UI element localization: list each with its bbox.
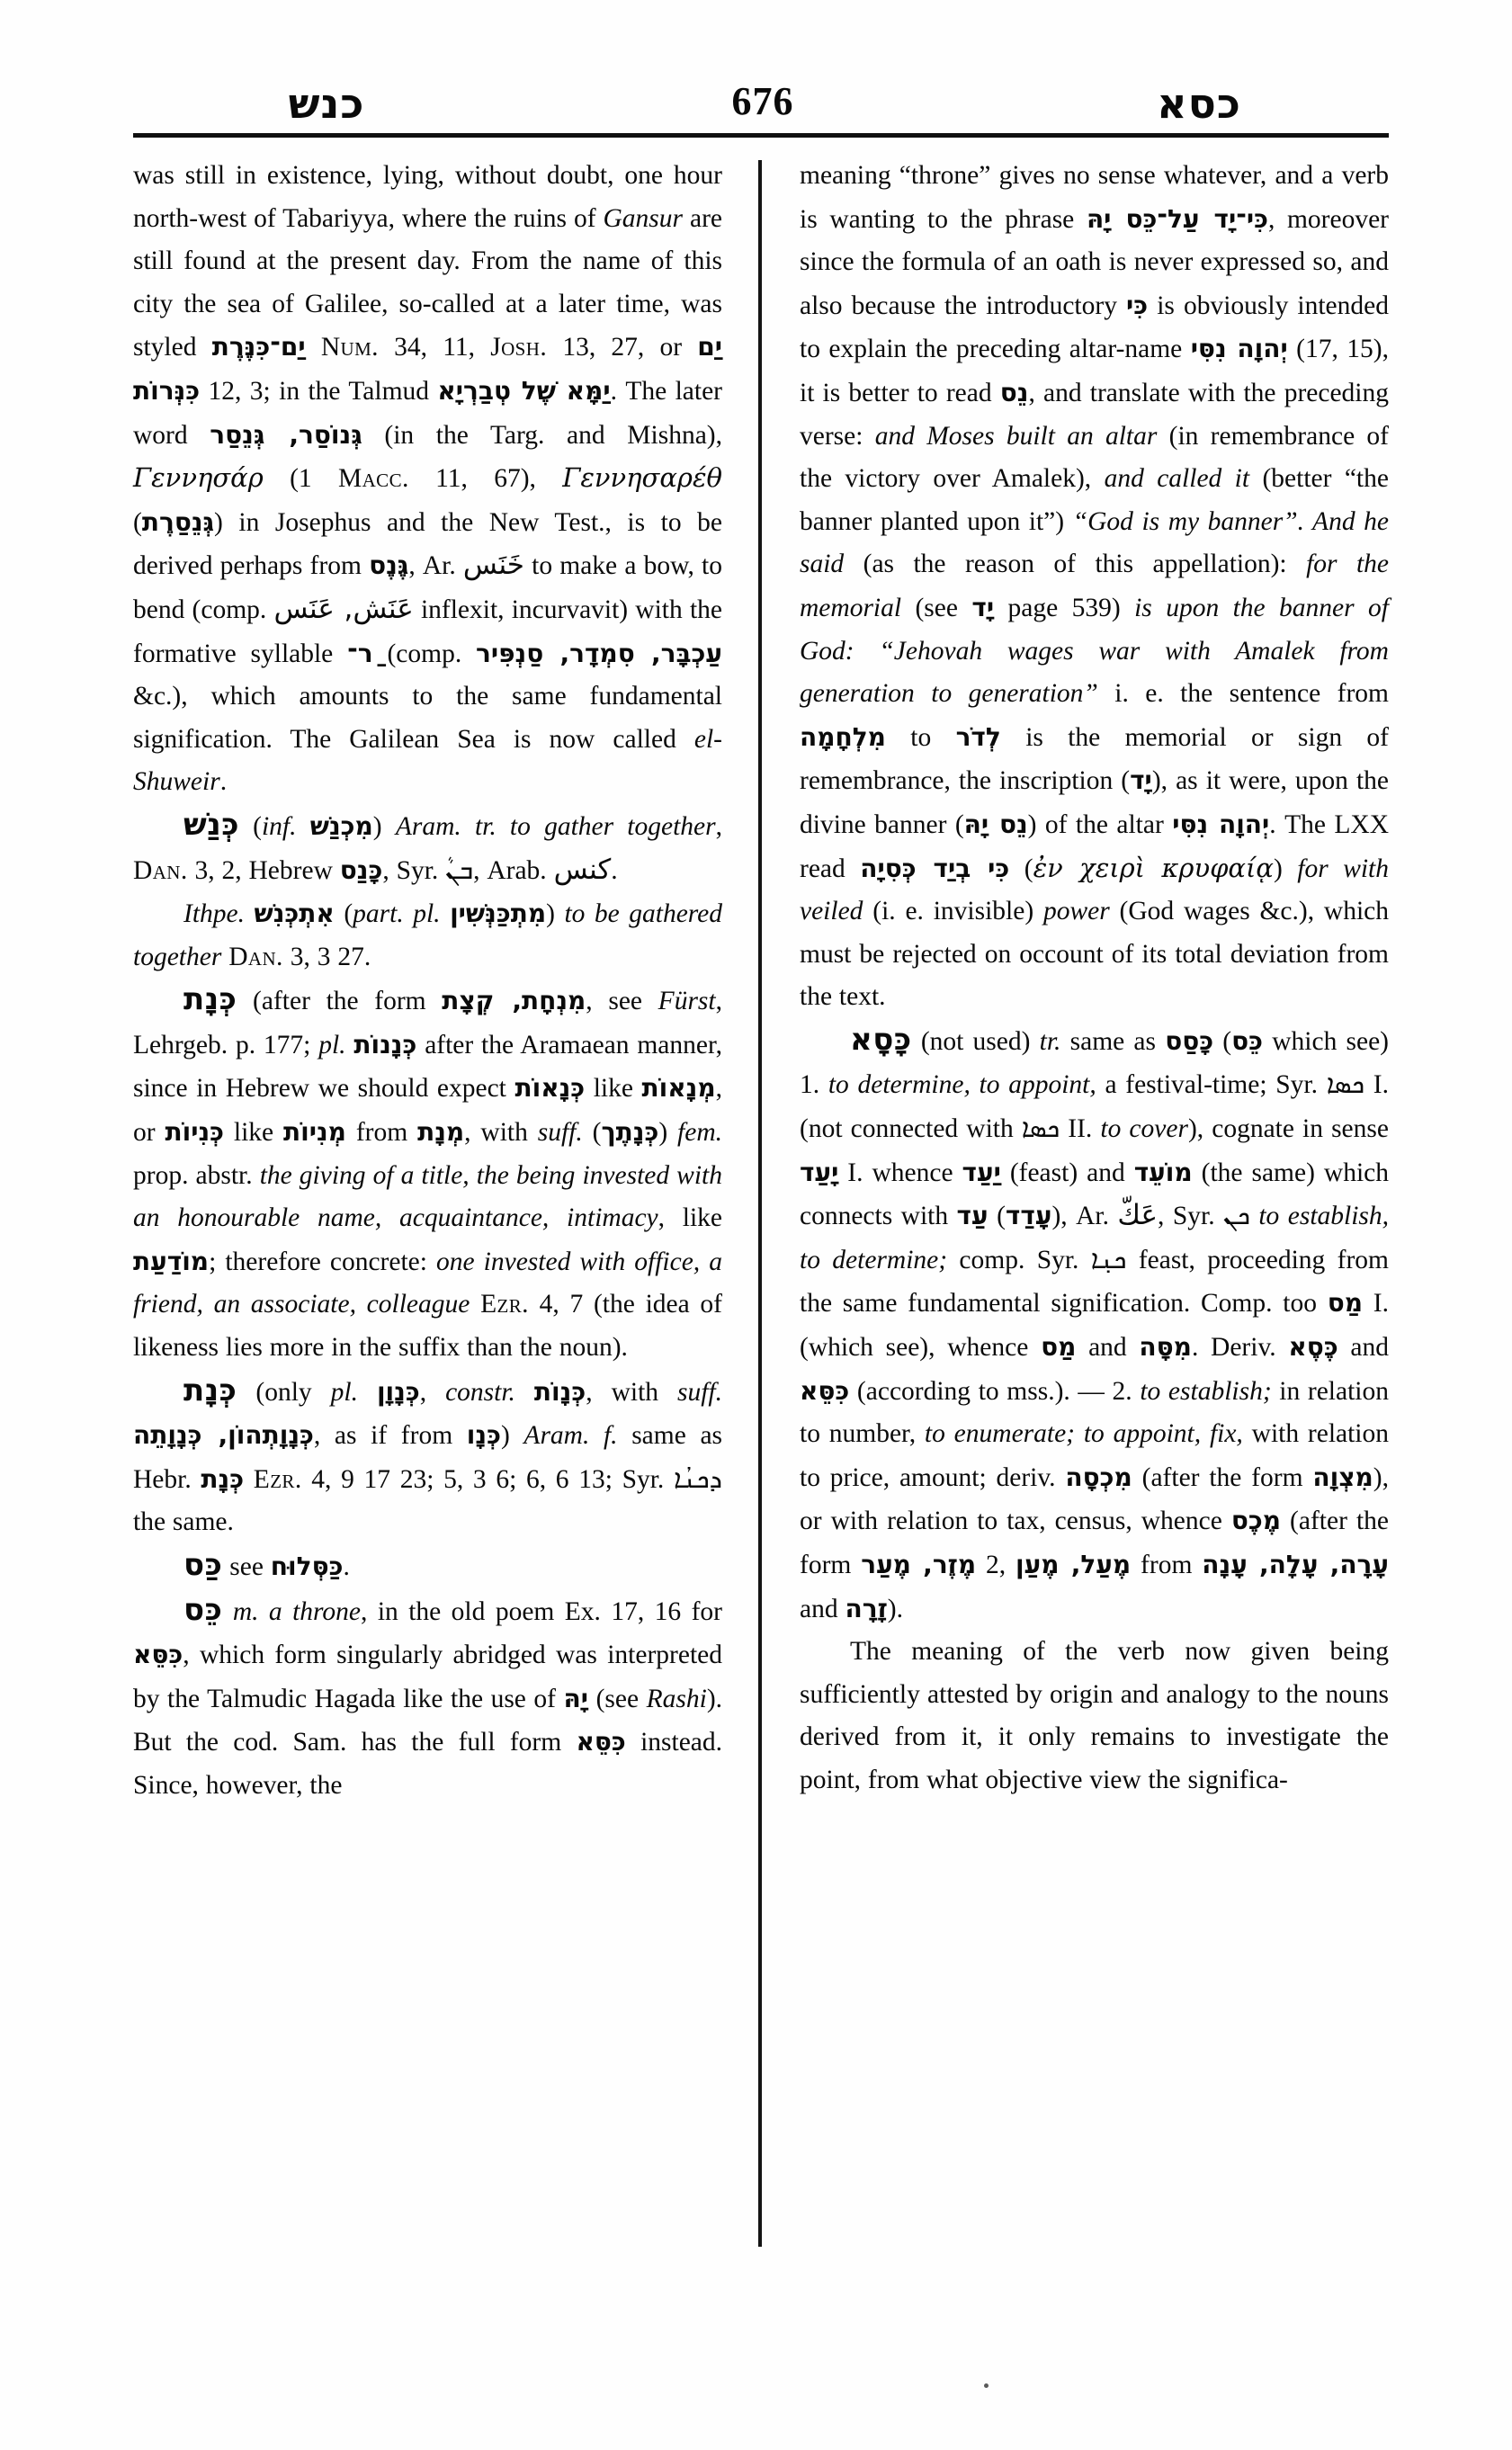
running-head-right-lemma: כסא bbox=[1157, 79, 1241, 128]
body-text: same as Hebr. bbox=[133, 1421, 723, 1494]
body-text: I. (not connected with bbox=[800, 1070, 1390, 1144]
body-text: ), as it were, upon the divine banner ( bbox=[800, 766, 1389, 839]
hebrew-word: ַר־ bbox=[347, 638, 373, 668]
hebrew-word: נֵס bbox=[999, 377, 1029, 407]
body-text: with relation to price, amount; deriv. bbox=[800, 1419, 1390, 1492]
body-text: (after the form bbox=[1132, 1462, 1313, 1492]
column-right bbox=[800, 155, 1389, 2340]
body-text: 4, 9 17 23; 5, 3 6; 6, 6 13; Syr. bbox=[301, 1464, 674, 1494]
entry-paragraph-kenash bbox=[133, 804, 722, 892]
syriac-word: ܟܣܐ bbox=[1326, 1069, 1365, 1100]
entry-paragraph-kenash-ithpe bbox=[133, 892, 722, 979]
body-text: , in the old poem Ex. 17, 16 for bbox=[361, 1596, 722, 1626]
body-text: , Ar. bbox=[408, 551, 463, 581]
body-text bbox=[306, 333, 321, 362]
hebrew-word: כְּנָתֶך bbox=[601, 1117, 659, 1148]
gloss-text: to determine, to appoint, bbox=[828, 1070, 1096, 1100]
body-text: , bbox=[715, 811, 722, 841]
hebrew-word: מְנָאוֹת bbox=[641, 1073, 716, 1104]
body-text: 3, 2, Hebrew bbox=[187, 855, 340, 885]
hebrew-word: יָעַד bbox=[800, 1157, 839, 1187]
hebrew-word: יְהוָה נִסִּי bbox=[1190, 334, 1288, 364]
hebrew-word: כֶּסֶא bbox=[1288, 1332, 1338, 1363]
body-text bbox=[221, 943, 228, 971]
body-text: (not used) bbox=[911, 1026, 1040, 1056]
body-text: (better “the banner planted upon it”) bbox=[800, 464, 1389, 536]
body-text: (i. e. invisible) bbox=[863, 897, 1043, 926]
gloss-text: Fürst bbox=[658, 987, 716, 1016]
syriac-word: ܒܢܵ bbox=[445, 854, 474, 885]
hebrew-word: מִכְנַשׁ bbox=[309, 810, 373, 841]
gloss-text: for the memorial bbox=[800, 550, 1389, 622]
entry-lemma: כְּנַשׁ bbox=[183, 806, 239, 843]
hebrew-word: מִנְחָת, קְצָת bbox=[442, 986, 586, 1016]
body-text: 3, 3 27. bbox=[282, 942, 371, 971]
gloss-text: constr. bbox=[445, 1377, 515, 1407]
body-text bbox=[1250, 1202, 1258, 1230]
column-divider-rule bbox=[758, 160, 762, 2247]
body-text: ) bbox=[1273, 854, 1298, 883]
body-text: (17, 15), it is better to read bbox=[800, 335, 1389, 407]
body-text: ) bbox=[372, 811, 396, 841]
gloss-text: part. pl. bbox=[353, 899, 441, 929]
gloss-text: fem. bbox=[677, 1118, 723, 1148]
body-text: meaning “throne” gives no sense whatever, and a verb is wanting to the phrase bbox=[800, 161, 1389, 234]
hebrew-word: נֵס יָהּ bbox=[963, 809, 1028, 839]
body-text: 11, 67), bbox=[408, 464, 563, 494]
body-text: ; therefore concrete: bbox=[209, 1247, 437, 1276]
body-text: see bbox=[222, 1552, 271, 1581]
hebrew-word: כִּי bbox=[1126, 290, 1149, 320]
body-text: ( bbox=[1213, 1026, 1232, 1056]
arabic-word: كنس bbox=[553, 853, 612, 886]
scripture-reference: Dan. bbox=[228, 942, 283, 971]
body-text: (after the form bbox=[800, 1507, 1389, 1579]
gloss-text: to establish, to determine; bbox=[800, 1202, 1390, 1274]
body-text: , as if from bbox=[313, 1421, 467, 1451]
body-text: from bbox=[1131, 1551, 1203, 1579]
body-text: i. e. the sentence from bbox=[1097, 679, 1389, 709]
body-text: . The LXX read bbox=[800, 809, 1390, 883]
column-left bbox=[133, 155, 722, 2340]
body-text: , or bbox=[133, 1074, 722, 1148]
body-text: ) bbox=[500, 1421, 524, 1451]
body-text: instead. Since, however, the bbox=[133, 1728, 723, 1800]
body-text: (feast) and bbox=[1000, 1158, 1134, 1187]
body-text: to make a bow, to bend (comp. bbox=[133, 551, 722, 624]
hebrew-word: כְּנִיוֹת bbox=[165, 1117, 224, 1148]
body-text: , Lehrgeb. p. 177; bbox=[133, 987, 722, 1060]
hebrew-word: גְּנֵסַרֶת bbox=[141, 506, 215, 537]
gloss-text: Rashi bbox=[646, 1684, 707, 1713]
scripture-reference: Num. bbox=[320, 333, 379, 362]
hebrew-word: כֵּס bbox=[1231, 1025, 1264, 1056]
hebrew-word: מִתְכַּנְּשִׁין bbox=[450, 899, 547, 929]
body-text: is obviously intended to explain the preceding altar-name bbox=[800, 291, 1389, 364]
body-text: is the memorial or sign of remembrance, the inscription ( bbox=[800, 722, 1389, 796]
body-text: (only bbox=[237, 1377, 331, 1407]
body-text: , Syr. bbox=[1158, 1202, 1224, 1231]
entry-lemma: כֵּס bbox=[183, 1591, 223, 1628]
entry-lemma: כַּס bbox=[183, 1547, 223, 1583]
scripture-reference: Josh. bbox=[490, 333, 548, 362]
body-text: ( bbox=[334, 899, 353, 929]
body-text: , with bbox=[464, 1118, 538, 1148]
body-text: and bbox=[1338, 1333, 1390, 1363]
greek-word: ἐν χειρὶ κρυφαίᾳ bbox=[1033, 852, 1274, 883]
hebrew-word: יָד bbox=[971, 592, 995, 622]
hebrew-word: מַס bbox=[1327, 1288, 1364, 1319]
arabic-word: عَكّ bbox=[1117, 1199, 1159, 1232]
gloss-text: to establish; bbox=[1140, 1376, 1272, 1406]
gloss-text: to enumerate; to appoint, fix, bbox=[924, 1419, 1243, 1449]
entry-lemma: כָּסָא bbox=[850, 1021, 912, 1058]
body-text: ), or with relation to tax, census, whence bbox=[800, 1462, 1389, 1536]
body-text: . The later word bbox=[133, 376, 722, 450]
body-text: was still in existence, lying, without doubt, one hour north-west of Tabariyya, where the ruins of bbox=[133, 161, 722, 233]
body-text: ( bbox=[1009, 854, 1033, 883]
body-text: a festival-time; Syr. bbox=[1096, 1070, 1327, 1100]
hebrew-word: מוֹעֵד bbox=[1133, 1157, 1193, 1187]
hebrew-word: יַם כִּנְּרוֹת bbox=[133, 332, 723, 406]
gloss-text: el-Shuweir bbox=[133, 724, 722, 797]
entry-paragraph-closing bbox=[800, 1631, 1389, 1802]
entry-paragraph-kas-see bbox=[133, 1544, 722, 1589]
scripture-reference: Ezr. bbox=[253, 1464, 302, 1494]
body-text: 12, 3; in the Talmud bbox=[200, 376, 438, 406]
page-speck bbox=[984, 2383, 989, 2388]
body-text bbox=[470, 1290, 480, 1319]
gloss-text: one invested with office, a friend, an associate, colleague bbox=[133, 1247, 722, 1319]
body-text: . bbox=[219, 767, 228, 797]
hebrew-word: מְנִיוֹת bbox=[283, 1117, 346, 1148]
body-text: (see bbox=[588, 1684, 647, 1713]
body-text: (according to mss.). — 2. bbox=[849, 1376, 1141, 1406]
hebrew-word: כִּי בְיַד כְּסִיָה bbox=[860, 853, 1010, 883]
body-text: 2, bbox=[976, 1551, 1016, 1579]
body-text bbox=[441, 899, 451, 928]
body-text: ( bbox=[582, 1118, 602, 1148]
hebrew-word: מֶעַל, מֶעַן bbox=[1015, 1550, 1132, 1579]
hebrew-word: לְדֹר bbox=[955, 721, 1001, 752]
body-text: , like bbox=[658, 1203, 722, 1233]
greek-word: Γεννησάρ bbox=[133, 462, 264, 494]
body-text: from bbox=[345, 1118, 418, 1148]
hebrew-word: כַּסְּלוּח bbox=[270, 1551, 344, 1581]
body-text: prop. abstr. bbox=[133, 1160, 260, 1190]
hebrew-word: יַם־כִּנֶּרֶת bbox=[211, 332, 306, 362]
syriac-word: ܟܢ bbox=[1223, 1200, 1250, 1231]
gloss-text: Aram. f. bbox=[523, 1421, 618, 1451]
entry-lemma: כְּנָת bbox=[183, 981, 237, 1018]
body-text: , bbox=[419, 1377, 446, 1407]
hebrew-word: מַס bbox=[1041, 1332, 1077, 1363]
gloss-text: pl. bbox=[318, 1030, 346, 1060]
running-head-left-lemma: כנש bbox=[288, 79, 365, 128]
hebrew-word: מוֹדַעַת bbox=[133, 1246, 210, 1276]
gloss-text: m. a throne bbox=[232, 1596, 362, 1626]
scripture-reference: Macc. bbox=[337, 464, 409, 494]
gloss-text: power bbox=[1042, 897, 1110, 926]
hebrew-word: מֶזֶר, מֶעַר bbox=[861, 1550, 977, 1579]
body-text: , Syr. bbox=[382, 855, 446, 885]
hebrew-word: יְהוָה נִסִּי bbox=[1172, 809, 1270, 839]
body-text: ( bbox=[238, 811, 262, 841]
body-text: to bbox=[885, 722, 956, 752]
scripture-reference: Dan. bbox=[133, 855, 188, 885]
body-text: ). But the cod. Sam. has the full form bbox=[133, 1684, 723, 1757]
body-text: inflexit, incurvavit) with the formative syllable bbox=[133, 595, 722, 668]
gloss-text: suff. bbox=[677, 1377, 722, 1407]
body-text: , which form singularly abridged was interpreted by the Talmudic Hagada like the use of bbox=[133, 1641, 722, 1713]
hebrew-word: יָהּ bbox=[563, 1683, 589, 1713]
body-text bbox=[222, 1597, 232, 1626]
body-text: (God wages &c.), which must be rejected on occount of its total deviation from the text. bbox=[800, 897, 1390, 1012]
body-text: . Deriv. bbox=[1191, 1333, 1289, 1363]
body-text: 34, 11, bbox=[378, 333, 491, 362]
gloss-text: to be gathered together bbox=[133, 899, 723, 971]
entry-lemma: כְּנָת bbox=[183, 1372, 237, 1408]
body-text: ( bbox=[988, 1202, 1006, 1231]
hebrew-word: מִכְסָה bbox=[1065, 1462, 1132, 1492]
header-rule bbox=[133, 133, 1389, 138]
body-text: after the Aramaean manner, since in Hebrew we should expect bbox=[133, 1030, 722, 1104]
body-text: (in the Targ. and Mishna), bbox=[362, 420, 722, 450]
page-number: 676 bbox=[731, 79, 794, 123]
hebrew-word: עָדַד bbox=[1005, 1201, 1052, 1231]
gloss-text: pl. bbox=[330, 1377, 358, 1407]
body-text: (comp. bbox=[372, 639, 477, 668]
body-text: . bbox=[343, 1552, 350, 1581]
body-text: same as bbox=[1060, 1026, 1166, 1056]
syriac-word: ܟܢ݂ܐ bbox=[1090, 1243, 1127, 1274]
body-text: (1 bbox=[263, 464, 338, 494]
hebrew-word: כָּנַס bbox=[339, 854, 383, 885]
body-text bbox=[297, 812, 310, 841]
gloss-text: the giving of a title, the being invested with an honourable name, acquaintance, intimacy bbox=[133, 1160, 722, 1233]
body-text bbox=[245, 899, 255, 928]
hebrew-word: מִסָּה bbox=[1139, 1332, 1192, 1363]
body-text: , moreover since the formula of an oath is never expressed so, and also because the introductory bbox=[800, 204, 1390, 320]
gloss-text: to cover bbox=[1100, 1114, 1188, 1144]
body-text: ), cognate in sense bbox=[1187, 1114, 1389, 1144]
body-text: ) of the altar bbox=[1027, 809, 1173, 839]
gloss-text: for with veiled bbox=[800, 854, 1390, 926]
hebrew-word: כְּנָוָן bbox=[376, 1376, 420, 1407]
hebrew-word: עַד bbox=[956, 1201, 989, 1231]
body-text: ) bbox=[658, 1118, 678, 1148]
gloss-text: is upon the banner of God: “Jehovah wages war with Amalek from generation to generation” bbox=[800, 593, 1389, 709]
body-text: I. (which see), whence bbox=[800, 1289, 1389, 1363]
body-text bbox=[358, 1378, 377, 1407]
entry-paragraph-kasa bbox=[800, 1019, 1389, 1631]
body-text: page 539) bbox=[994, 593, 1135, 622]
body-text: , and translate with the preceding verse: bbox=[800, 378, 1389, 451]
entry-paragraph-kenath-1 bbox=[133, 979, 722, 1369]
hebrew-word: כְּנָת bbox=[201, 1463, 245, 1494]
gloss-text: inf. bbox=[261, 811, 297, 841]
body-text: ), Ar. bbox=[1051, 1202, 1118, 1231]
hebrew-word: כִּסֵּא bbox=[576, 1727, 626, 1757]
body-text: ) bbox=[546, 899, 565, 929]
gloss-text: Gansur bbox=[603, 203, 684, 233]
gloss-text: and called it bbox=[1104, 464, 1250, 494]
body-text: and bbox=[1076, 1333, 1140, 1363]
body-text: &c.), which amounts to the same fundamental signification. The Galilean Sea is now called bbox=[133, 682, 722, 754]
body-text: , Arab. bbox=[473, 855, 554, 885]
body-text: are still found at the present day. From the name of this city the sea of Galilee, so-called at a later time, was styled bbox=[133, 203, 722, 362]
body-text: . bbox=[611, 855, 618, 885]
hebrew-word: כְּנָאוֹת bbox=[514, 1073, 586, 1104]
gloss-text: and Moses built an altar bbox=[874, 421, 1158, 451]
body-text: (after the form bbox=[237, 987, 443, 1016]
hebrew-word: מֶכֶס bbox=[1230, 1506, 1282, 1536]
hebrew-word: יַמָּא שֶׁל טְבַרְיָא bbox=[437, 375, 611, 406]
entry-paragraph-kes-continued bbox=[800, 155, 1389, 1019]
syriac-word: ܟܣܐ bbox=[1021, 1113, 1060, 1144]
hebrew-word: זָרָה bbox=[845, 1593, 888, 1623]
body-text: ). bbox=[887, 1594, 903, 1623]
body-text: like bbox=[585, 1074, 642, 1104]
body-text: , see bbox=[586, 987, 658, 1016]
arabic-word: عَنَش, عَنَس bbox=[273, 592, 414, 625]
body-text: like bbox=[224, 1118, 284, 1148]
greek-word: Γεννησαρέθ bbox=[562, 462, 722, 494]
entry-paragraph-kes bbox=[133, 1589, 722, 1808]
hebrew-word: כָּסַס bbox=[1165, 1025, 1214, 1056]
hebrew-word: עָרָה, עָלָה, עָנָה bbox=[1202, 1550, 1390, 1579]
gloss-text: Ithpe. bbox=[183, 899, 245, 929]
gloss-text: “God is my banner”. And he said bbox=[800, 506, 1389, 579]
hebrew-word: יָד bbox=[1130, 765, 1152, 796]
hebrew-word: יַעַד bbox=[962, 1157, 1001, 1187]
body-text: the same. bbox=[133, 1507, 234, 1537]
body-text: feast, proceeding from the same fundamental signification. Comp. too bbox=[800, 1245, 1389, 1319]
body-text: , with bbox=[586, 1377, 677, 1407]
body-text: which see) 1. bbox=[800, 1026, 1390, 1100]
scripture-reference: Ezr. bbox=[480, 1290, 529, 1319]
body-text: (see bbox=[901, 593, 972, 622]
hebrew-word: אִתְכְּנִשׁ bbox=[254, 899, 335, 929]
gloss-text: Aram. tr. to gather together bbox=[395, 811, 716, 841]
entry-paragraph-kinneret-continued bbox=[133, 155, 722, 804]
body-text bbox=[515, 1378, 534, 1407]
body-text: ( bbox=[133, 507, 142, 537]
gloss-text: tr. bbox=[1039, 1026, 1061, 1056]
body-text: comp. Syr. bbox=[947, 1245, 1091, 1274]
hebrew-word: כְּנָוָתְהוֹן, כְּנָוָתֵה bbox=[133, 1420, 314, 1451]
hebrew-word: כְּנָנוֹת bbox=[353, 1029, 417, 1060]
body-text: in relation to number, bbox=[800, 1376, 1389, 1449]
hebrew-word: כִּסֵּא bbox=[133, 1640, 183, 1670]
hebrew-word: מִלְחָמָה bbox=[800, 721, 886, 752]
hebrew-word: עַכְבָּר, סִמְדָר, סַנְפִּיר bbox=[476, 638, 722, 668]
body-text: (the same) which connects with bbox=[800, 1158, 1389, 1231]
body-text: The meaning of the verb now given being sufficiently attested by origin and analogy to the nouns derived from it, it only remains to investigate the point, from what objective view the significa- bbox=[800, 1637, 1389, 1794]
hebrew-word: כְּנָוֹת bbox=[533, 1376, 586, 1407]
hebrew-word: מִצְוָה bbox=[1312, 1462, 1373, 1492]
body-text: I. whence bbox=[838, 1158, 962, 1187]
running-head bbox=[133, 56, 1392, 128]
body-text: 13, 27, or bbox=[547, 333, 698, 362]
body-text: ) in Josephus and the New Test., is to be derived perhaps from bbox=[133, 507, 722, 581]
body-text: (in remembrance of the victory over Amalek), bbox=[800, 421, 1390, 494]
body-text: II. bbox=[1060, 1114, 1101, 1144]
arabic-word: خَنَس bbox=[462, 549, 524, 582]
body-text: 4, 7 (the idea of likeness lies more in the suffix than the noun). bbox=[133, 1290, 723, 1363]
hebrew-word: כִּסֵּא bbox=[800, 1375, 850, 1406]
hebrew-word: כִּי־יָד עַל־כֵּס יָהּ bbox=[1086, 203, 1268, 234]
body-text: (as the reason of this appellation): bbox=[844, 550, 1307, 579]
hebrew-word: כְּנָו bbox=[466, 1420, 501, 1451]
gloss-text: suff. bbox=[537, 1118, 583, 1148]
hebrew-word: גְּנוֹסַר, גְּנֵסַר bbox=[210, 419, 362, 450]
hebrew-word: גֶּנֶס bbox=[369, 550, 409, 581]
syriac-word: ܕܟܢܳܐ bbox=[673, 1462, 723, 1494]
hebrew-word: מְנָת bbox=[417, 1117, 465, 1148]
body-text: and bbox=[800, 1594, 845, 1623]
entry-paragraph-kenath-2 bbox=[133, 1370, 722, 1544]
body-text bbox=[244, 1465, 254, 1494]
